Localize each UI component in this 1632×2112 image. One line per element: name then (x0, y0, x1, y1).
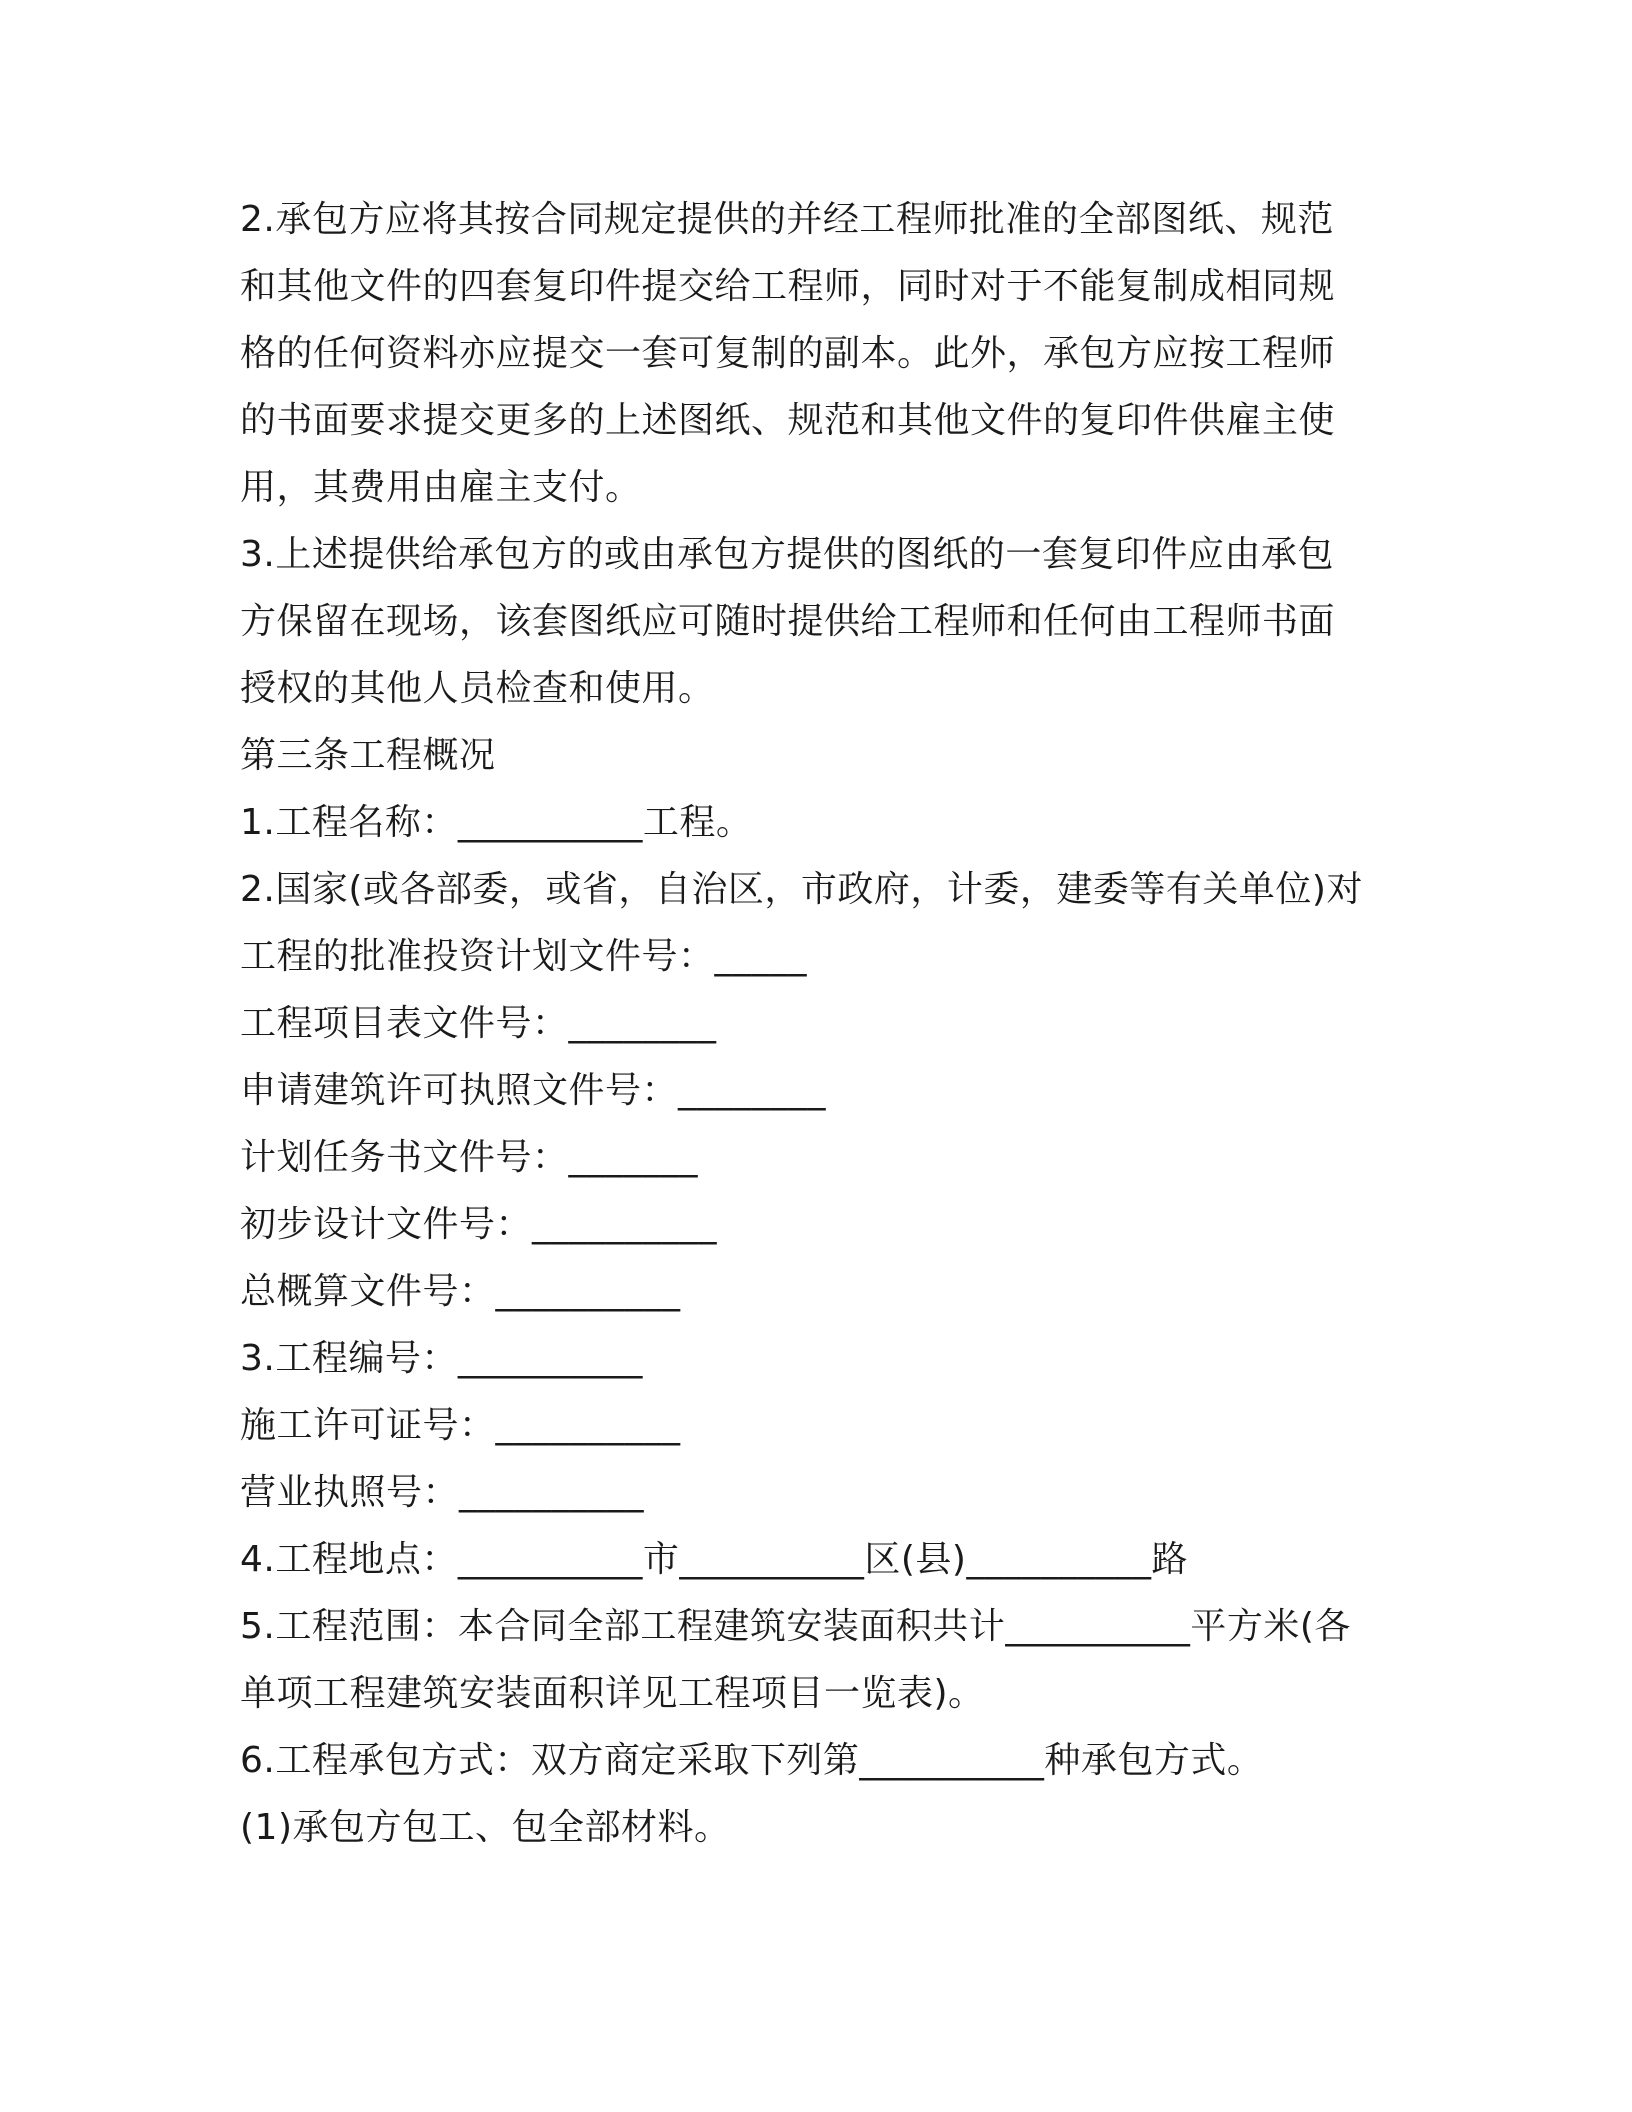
text-line: 单项工程建筑安装面积详见工程项目一览表)。 (240, 1673, 985, 1714)
text-line: 授权的其他人员检查和使用。 (240, 668, 715, 709)
document-body (240, 186, 1390, 1861)
form-field-line: 营业执照号：__________ (240, 1472, 645, 1513)
form-field-line: 5.工程范围：本合同全部工程建筑安装面积共计__________平方米(各 (240, 1606, 1351, 1647)
form-field-line: 工程项目表文件号：________ (240, 1003, 717, 1044)
text-line: 的书面要求提交更多的上述图纸、规范和其他文件的复印件供雇主使 (240, 400, 1336, 441)
form-field-line: 总概算文件号：__________ (240, 1271, 681, 1312)
text-line: 和其他文件的四套复印件提交给工程师，同时对于不能复制成相同规 (240, 266, 1336, 307)
form-field-line: 6.工程承包方式：双方商定采取下列第__________种承包方式。 (240, 1740, 1264, 1781)
text-line: 2.承包方应将其按合同规定提供的并经工程师批准的全部图纸、规范 (240, 199, 1334, 240)
text-line: 3.上述提供给承包方的或由承包方提供的图纸的一套复印件应由承包 (240, 534, 1334, 575)
form-field-line: 申请建筑许可执照文件号：________ (240, 1070, 827, 1111)
text-line: 格的任何资料亦应提交一套可复制的副本。此外，承包方应按工程师 (240, 333, 1336, 374)
form-field-line: 3.工程编号：__________ (240, 1338, 643, 1379)
form-field-line: 4.工程地点：__________市__________区(县)__________路 (240, 1539, 1188, 1580)
form-field-line: 计划任务书文件号：_______ (240, 1137, 699, 1178)
text-line: 2.国家(或各部委，或省，自治区，市政府，计委，建委等有关单位)对 (240, 869, 1363, 910)
section-heading: 第三条工程概况 (240, 735, 496, 776)
text-line: 用，其费用由雇主支付。 (240, 467, 642, 508)
form-field-line: 1.工程名称：__________工程。 (240, 802, 753, 843)
form-field-line: 施工许可证号：__________ (240, 1405, 681, 1446)
list-item: (1)承包方包工、包全部材料。 (240, 1807, 731, 1848)
form-field-line: 初步设计文件号：__________ (240, 1204, 718, 1245)
text-line: 方保留在现场，该套图纸应可随时提供给工程师和任何由工程师书面 (240, 601, 1336, 642)
form-field-line: 工程的批准投资计划文件号：_____ (240, 936, 808, 977)
